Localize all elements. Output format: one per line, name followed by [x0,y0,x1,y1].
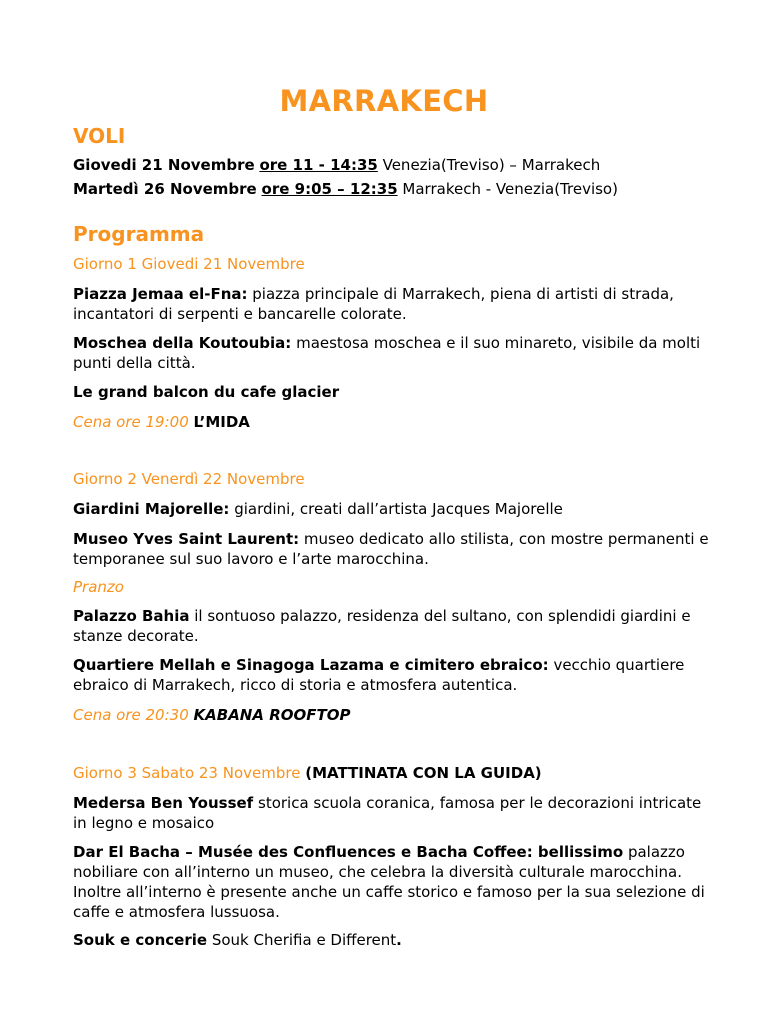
day1-dinner [73,412,250,432]
flight-outbound [73,155,600,175]
item-name: Museo Yves Saint Laurent: [73,530,300,548]
day1-title: Giorno 1 Giovedi 21 Novembre [73,255,305,273]
item-name: Quartiere Mellah e Sinagoga Lazama e cimitero ebraico: [73,656,549,674]
item-name: Souk e concerie [73,931,208,949]
flight-date: Giovedi 21 Novembre [73,156,255,174]
flight-time: ore 9:05 – 12:35 [261,180,398,198]
item-name: Piazza Jemaa el-Fna: [73,285,248,303]
day1-item-jemaa [73,284,713,324]
flight-date: Martedì 26 Novembre [73,180,257,198]
programma-heading: Programma [73,222,205,246]
day2-item-bahia [73,606,713,646]
day3-item-medersa [73,793,713,833]
day1-item-balcon [73,382,339,402]
dinner-place: KABANA ROOFTOP [193,706,351,724]
item-name: Giardini Majorelle: [73,500,230,518]
day3-title: Giorno 3 Sabato 23 Novembre [73,764,301,782]
item-end: . [396,931,402,949]
flight-route: Venezia(Treviso) – Marrakech [382,156,601,174]
day3-item-souk [73,930,402,950]
item-desc: storica scuola coranica, famosa per le decorazioni intricate in legno e mosaico [73,794,702,832]
item-name: Palazzo Bahia [73,607,190,625]
item-name: Medersa Ben Youssef [73,794,254,812]
item-name: Le grand balcon du cafe glacier [73,383,340,401]
day2-item-ysl [73,529,713,569]
dinner-place: L’MIDA [193,413,250,431]
item-desc: giardini, creati dall’artista Jacques Majorelle [234,500,563,518]
day3-header [73,763,542,783]
flight-route: Marrakech - Venezia(Treviso) [402,180,618,198]
item-desc: il sontuoso palazzo, residenza del sultano, con splendidi giardini e stanze decorate. [73,607,691,645]
day3-note: (MATTINATA CON LA GUIDA) [305,764,542,782]
item-name: Dar El Bacha – Musée des Confluences e Bacha Coffee: bellissimo [73,843,624,861]
day2-item-mellah [73,655,713,695]
day1-item-koutoubia [73,333,713,373]
item-desc: palazzo nobiliare con all’interno un museo, che celebra la diversità culturale marocchina. Inoltre all’interno è presente anche un caffe storico e famoso per la sua selezione di caffe e atmosfera lussuosa. [73,843,705,921]
day2-title: Giorno 2 Venerdì 22 Novembre [73,470,305,488]
day2-lunch [73,577,124,597]
document-title: MARRAKECH [279,84,489,118]
dinner-label: Cena ore 20:30 [73,706,189,724]
flight-return [73,179,618,199]
item-desc: vecchio quartiere ebraico di Marrakech, ricco di storia e atmosfera autentica. [73,656,685,694]
item-desc: piazza principale di Marrakech, piena di artisti di strada, incantatori di serpenti e bancarelle colorate. [73,285,674,323]
dinner-label: Cena ore 19:00 [73,413,189,431]
item-name: Moschea della Koutoubia: [73,334,292,352]
voli-heading: VOLI [73,124,126,148]
item-desc: museo dedicato allo stilista, con mostre permanenti e temporanee sul suo lavoro e l’arte marocchina. [73,530,709,568]
item-desc: maestosa moschea e il suo minareto, visibile da molti punti della città. [73,334,701,372]
lunch-label: Pranzo [73,578,124,596]
day2-dinner [73,705,350,725]
item-desc: Souk Cherifia e Different [211,931,397,949]
flight-time: ore 11 - 14:35 [259,156,378,174]
day2-item-majorelle [73,499,563,519]
day3-item-dar-el-bacha [73,842,713,922]
